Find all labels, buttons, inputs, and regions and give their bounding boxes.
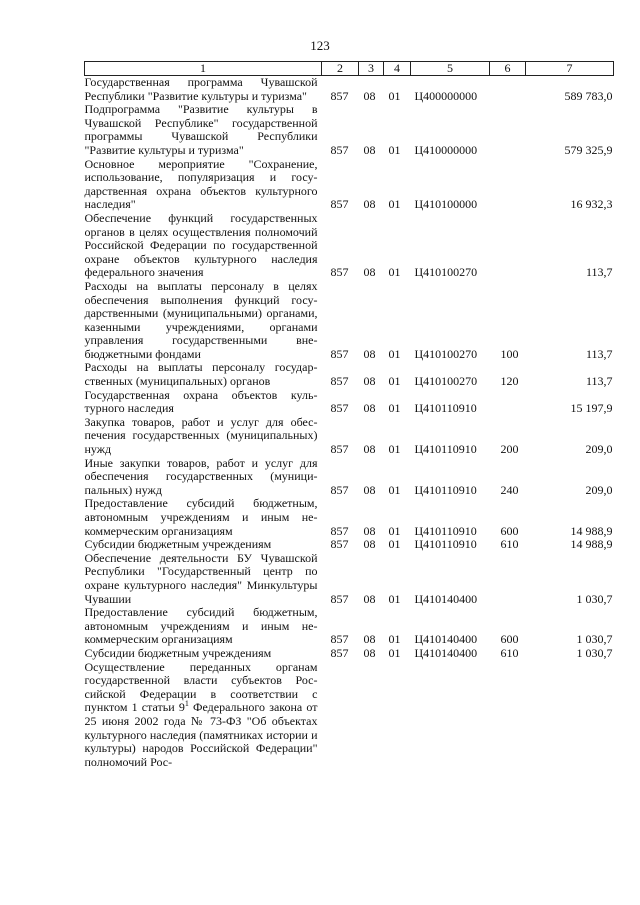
row-c3: 08 bbox=[363, 142, 376, 157]
table-row bbox=[85, 361, 614, 388]
table-row bbox=[85, 647, 614, 661]
row-c2: 857 bbox=[330, 482, 349, 497]
row-c4: 01 bbox=[388, 374, 401, 389]
table-row bbox=[85, 158, 614, 212]
row-c3: 08 bbox=[363, 88, 376, 103]
row-name: Субсидии бюджетным учреждениям bbox=[84, 537, 272, 552]
row-name: Основное мероприятие "Сохранение, использование, популяризация и государственная охрана объектов культурного наследия" bbox=[84, 156, 318, 212]
row-name: Расходы на выплаты персоналу государственных (муниципальных) органов bbox=[84, 360, 318, 389]
row-c4: 01 bbox=[388, 523, 401, 538]
row-name: Субсидии бюджетным учреждениям bbox=[84, 645, 272, 660]
row-c6 bbox=[490, 158, 526, 212]
column-header: 3 bbox=[359, 62, 384, 76]
row-c6: 600 bbox=[500, 632, 519, 647]
row-name: Обеспечение функций государственных органов в целях осуществления полномочий Российской Федерации по государственной охране объектов культурного наследия федерального значения bbox=[84, 210, 318, 280]
table-row bbox=[85, 497, 614, 538]
table-body bbox=[85, 76, 614, 770]
row-name: Государственная программа Чувашской Республики "Развитие культуры и туризма" bbox=[84, 75, 318, 103]
row-c7: 14 988,9 bbox=[570, 523, 613, 538]
row-c2: 857 bbox=[330, 197, 349, 212]
table-row bbox=[85, 661, 614, 770]
row-c3: 08 bbox=[363, 482, 376, 497]
row-c2: 857 bbox=[330, 88, 349, 103]
row-c7: 209,0 bbox=[585, 442, 613, 457]
row-c3: 08 bbox=[363, 265, 376, 280]
table-row bbox=[85, 212, 614, 280]
row-c5: Ц410140400 bbox=[414, 591, 478, 606]
row-c4: 01 bbox=[388, 632, 401, 647]
row-c5: Ц410110910 bbox=[414, 537, 477, 552]
row-name: Обеспечение деятельности БУ Чувашской Республики "Государственный центр по охране культурного наследия" Минкультуры Чувашии bbox=[84, 550, 318, 606]
row-c4: 01 bbox=[388, 346, 401, 361]
row-name: Государственная охрана объектов культурного наследия bbox=[84, 387, 318, 416]
table-row bbox=[85, 552, 614, 606]
row-c7: 113,7 bbox=[585, 374, 613, 389]
column-header: 4 bbox=[384, 62, 411, 76]
row-c2: 857 bbox=[330, 523, 349, 538]
budget-table bbox=[84, 61, 614, 769]
table-row bbox=[85, 103, 614, 157]
column-header: 1 bbox=[85, 62, 322, 76]
column-header: 2 bbox=[322, 62, 359, 76]
row-c4: 01 bbox=[388, 442, 401, 457]
row-c2: 857 bbox=[330, 537, 349, 552]
row-c6: 120 bbox=[500, 374, 519, 389]
row-c3: 08 bbox=[363, 442, 376, 457]
row-c2: 857 bbox=[330, 401, 349, 416]
row-c7: 16 932,3 bbox=[570, 197, 613, 212]
row-c2: 857 bbox=[330, 442, 349, 457]
row-c5: Ц400000000 bbox=[414, 88, 478, 103]
row-name: Предоставление субсидий бюджетным, автономным учреждениям и иным некоммерческим организациям bbox=[84, 605, 318, 647]
row-c6: 610 bbox=[500, 537, 519, 552]
column-header: 6 bbox=[490, 62, 526, 76]
footnote-superscript: 1 bbox=[184, 699, 189, 709]
row-c2: 857 bbox=[330, 142, 349, 157]
row-c4: 01 bbox=[388, 88, 401, 103]
row-c6 bbox=[490, 389, 526, 416]
row-name: Предоставление субсидий бюджетным, автономным учреждениям и иным некоммерческим организациям bbox=[84, 496, 318, 538]
row-c6: 600 bbox=[500, 523, 519, 538]
column-header: 7 bbox=[526, 62, 614, 76]
row-c7: 15 197,9 bbox=[570, 401, 613, 416]
row-name: Иные закупки товаров, работ и услуг для обеспечения государственных (муниципальных) нужд bbox=[84, 455, 318, 497]
row-c5: Ц410000000 bbox=[414, 142, 478, 157]
row-c4: 01 bbox=[388, 197, 401, 212]
page-number: 123 bbox=[310, 38, 330, 53]
row-c7: 1 030,7 bbox=[576, 632, 613, 647]
row-c2: 857 bbox=[330, 346, 349, 361]
row-c5: Ц410110910 bbox=[414, 401, 477, 416]
row-name: Подпрограмма "Развитие культуры в Чувашской Республике" государственной программы Чувашской Республики "Развитие культуры и туризма" bbox=[84, 102, 318, 157]
row-c2: 857 bbox=[330, 265, 349, 280]
row-c6 bbox=[490, 76, 526, 104]
row-name: Закупка товаров, работ и услуг для обеспечения государственных (муниципальных) нужд bbox=[84, 414, 318, 457]
row-c5: Ц410100270 bbox=[414, 374, 478, 389]
row-c5: Ц410100270 bbox=[414, 346, 478, 361]
row-c4: 01 bbox=[388, 537, 401, 552]
row-c5: Ц410110910 bbox=[414, 523, 477, 538]
row-c4: 01 bbox=[388, 142, 401, 157]
row-c5: Ц410100000 bbox=[414, 197, 478, 212]
row-c6: 100 bbox=[500, 346, 519, 361]
row-c3: 08 bbox=[363, 537, 376, 552]
row-c7: 113,7 bbox=[585, 265, 613, 280]
row-c5: Ц410110910 bbox=[414, 482, 477, 497]
row-c6: 240 bbox=[500, 482, 519, 497]
row-c5: Ц410140400 bbox=[414, 632, 478, 647]
row-c7: 1 030,7 bbox=[576, 645, 613, 660]
row-c5: Ц410140400 bbox=[414, 645, 478, 660]
row-c7: 113,7 bbox=[585, 346, 613, 361]
column-header: 5 bbox=[411, 62, 490, 76]
row-c6 bbox=[490, 552, 526, 606]
row-c5: Ц410110910 bbox=[414, 442, 477, 457]
row-c6 bbox=[490, 212, 526, 280]
row-c2: 857 bbox=[330, 591, 349, 606]
row-c3: 08 bbox=[363, 346, 376, 361]
row-c7: 1 030,7 bbox=[576, 591, 613, 606]
row-c4: 01 bbox=[388, 265, 401, 280]
row-c3: 08 bbox=[363, 197, 376, 212]
row-c2: 857 bbox=[330, 374, 349, 389]
row-c4: 01 bbox=[388, 591, 401, 606]
table-row bbox=[85, 76, 614, 104]
row-c3: 08 bbox=[363, 401, 376, 416]
row-c3: 08 bbox=[363, 374, 376, 389]
row-c3: 08 bbox=[363, 645, 376, 660]
row-c4: 01 bbox=[388, 401, 401, 416]
row-c7: 589 783,0 bbox=[564, 88, 613, 103]
row-c6: 200 bbox=[500, 442, 519, 457]
row-name-part: Федерального закона от 25 июня 2002 года № 73-ФЗ "Об объектах культурного наследия (памятниках истории и культуры) народов Российской Федерации" полномочий Рос- bbox=[84, 700, 318, 769]
row-c3: 08 bbox=[363, 523, 376, 538]
row-c7: 579 325,9 bbox=[564, 142, 613, 157]
table-row bbox=[85, 389, 614, 416]
row-c6 bbox=[490, 103, 526, 157]
table-header bbox=[85, 62, 614, 76]
row-c4: 01 bbox=[388, 482, 401, 497]
row-name-part: Осуществление переданных органам государственной власти субъектов Российской Федерации в соответствии с пунктом 1 статьи 9 bbox=[84, 659, 318, 715]
row-name bbox=[85, 661, 322, 770]
row-c2: 857 bbox=[330, 645, 349, 660]
row-c3: 08 bbox=[363, 632, 376, 647]
row-c6: 610 bbox=[500, 645, 519, 660]
row-c3: 08 bbox=[363, 591, 376, 606]
row-c2: 857 bbox=[330, 632, 349, 647]
row-c7: 209,0 bbox=[585, 482, 613, 497]
table-row bbox=[85, 457, 614, 498]
row-name: Расходы на выплаты персоналу в целях обеспечения выполнения функций государственными (муниципальными) органами, казенными учреждениями, органами управления государственными внебюджетными фондами bbox=[84, 278, 318, 361]
row-c5: Ц410100270 bbox=[414, 265, 478, 280]
row-c4: 01 bbox=[388, 645, 401, 660]
table-row bbox=[85, 416, 614, 457]
table-row bbox=[85, 538, 614, 552]
table-row bbox=[85, 280, 614, 362]
row-c7: 14 988,9 bbox=[570, 537, 613, 552]
table-row bbox=[85, 606, 614, 647]
